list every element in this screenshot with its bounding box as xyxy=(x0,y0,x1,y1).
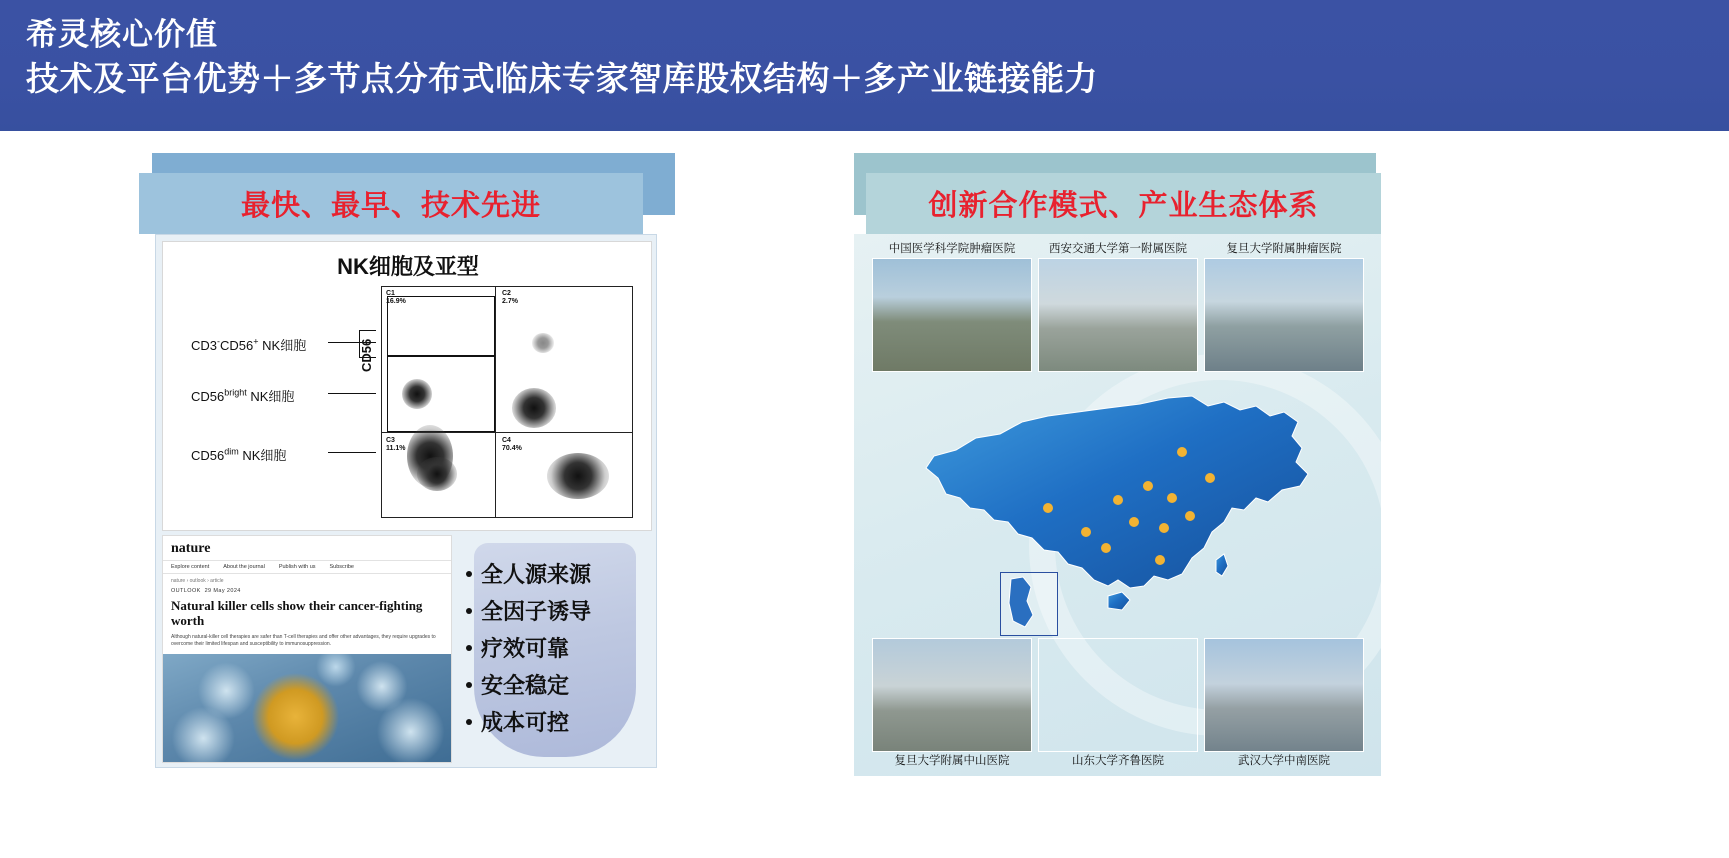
map-marker xyxy=(1177,447,1187,457)
quadrant-vertical-line xyxy=(495,287,496,517)
list-item xyxy=(462,703,652,740)
value-points-list xyxy=(462,555,652,740)
event-cloud xyxy=(547,453,609,499)
map-marker xyxy=(1185,511,1195,521)
bullet-dot-icon xyxy=(466,719,472,725)
figure-leader-line-2 xyxy=(328,393,376,394)
bullet-dot-icon xyxy=(466,608,472,614)
header-banner xyxy=(0,0,1729,131)
hospital-photo xyxy=(1204,638,1364,752)
nature-masthead: nature xyxy=(171,541,211,556)
value-point-label: 成本可控 xyxy=(481,710,570,735)
map-marker xyxy=(1167,493,1177,503)
bullet-dot-icon xyxy=(466,645,472,651)
map-marker xyxy=(1043,503,1053,513)
hospital-card xyxy=(1038,240,1198,374)
hospital-card xyxy=(1204,240,1364,374)
value-point-label: 全人源来源 xyxy=(481,562,592,587)
left-panel-title xyxy=(139,173,643,234)
quadrant-label-c4: C4 70.4% xyxy=(502,436,522,452)
figure-annotation-cd56-dim: $CD56^{dim}$ NK细胞 xyxy=(191,446,287,463)
hospital-photo xyxy=(872,638,1032,752)
quadrant-label-c2: C2 2.7% xyxy=(502,290,518,305)
map-marker xyxy=(1129,517,1139,527)
value-point-label: 疗效可靠 xyxy=(481,636,570,661)
right-panel-title-text: 创新合作模式、产业生态体系 xyxy=(928,190,1319,222)
quadrant-label-c1: C1 16.9% xyxy=(386,290,406,305)
figure-title: NK细胞及亚型 xyxy=(337,254,479,279)
map-marker xyxy=(1113,495,1123,505)
hospital-card xyxy=(872,638,1032,772)
event-cloud xyxy=(402,379,432,409)
south-china-sea-inset xyxy=(1000,572,1058,636)
list-item xyxy=(462,555,652,592)
hospital-name: 山东大学齐鲁医院 xyxy=(1072,755,1164,767)
taiwan-island-path xyxy=(1216,554,1228,576)
hospital-card xyxy=(1204,638,1364,772)
banner-title-line2: 技术及平台优势＋多节点分布式临床专家智库股权结构＋多产业链接能力 xyxy=(26,60,1098,97)
figure-y-axis-label: CD56 xyxy=(359,338,374,372)
hospital-card xyxy=(872,240,1032,374)
banner-title-line1: 希灵核心价值 xyxy=(26,17,218,52)
map-marker xyxy=(1159,523,1169,533)
map-marker xyxy=(1101,543,1111,553)
hospital-photo xyxy=(1038,638,1198,752)
nk-cell-photo xyxy=(163,654,451,762)
value-points-group xyxy=(456,535,652,763)
hospital-photo xyxy=(1038,258,1198,372)
flow-cytometry-figure xyxy=(162,241,652,531)
nature-nav-item[interactable]: Publish with us xyxy=(278,564,316,570)
left-panel-body xyxy=(155,234,657,768)
list-item xyxy=(462,629,652,666)
hospital-photo xyxy=(1204,258,1364,372)
nature-breadcrumb: nature › outlook › article xyxy=(171,578,224,584)
inset-landmass-path xyxy=(1009,577,1033,627)
quadrant-label-c3: C3 11.1% xyxy=(386,436,406,452)
event-cloud xyxy=(512,388,556,428)
nature-standfirst: Although natural-killer cell therapies are safer than T-cell therapies and offer other advantages, they require upgrades to overcome their limited lifespan and susceptibility to immunosuppression. xyxy=(171,634,436,647)
figure-annotation-cd3-cd56: CD3-CD56+ NK细胞 xyxy=(191,336,307,353)
map-marker xyxy=(1205,473,1215,483)
china-map xyxy=(872,382,1364,632)
map-marker xyxy=(1143,481,1153,491)
china-mainland-path xyxy=(926,396,1308,588)
china-map-svg xyxy=(872,382,1364,632)
nature-article-card[interactable] xyxy=(162,535,452,763)
hospital-name: 复旦大学附属肿瘤医院 xyxy=(1226,243,1342,255)
bullet-dot-icon xyxy=(466,571,472,577)
hospital-name: 武汉大学中南医院 xyxy=(1238,755,1330,767)
hospital-photo xyxy=(872,258,1032,372)
figure-annotation-cd56-bright: $CD56^{bright}$ NK细胞 xyxy=(191,387,295,404)
nature-kicker: OUTLOOK 29 May 2024 xyxy=(171,588,241,594)
event-cloud xyxy=(417,457,457,491)
map-marker xyxy=(1155,555,1165,565)
value-point-label: 全因子诱导 xyxy=(481,599,592,624)
right-panel-body xyxy=(854,234,1381,776)
figure-scatter-plot xyxy=(381,286,633,518)
hainan-island-path xyxy=(1108,592,1130,610)
nature-nav-item[interactable]: Explore content xyxy=(171,564,210,570)
nature-nav-item[interactable]: About the journal xyxy=(223,564,265,570)
bullet-dot-icon xyxy=(466,682,472,688)
hospital-name: 西安交通大学第一附属医院 xyxy=(1049,243,1187,255)
hospital-name: 中国医学科学院肿瘤医院 xyxy=(888,243,1016,255)
value-point-label: 安全稳定 xyxy=(481,673,570,698)
left-panel-title-text: 最快、最早、技术先进 xyxy=(240,190,541,222)
figure-leader-line-3 xyxy=(328,452,376,453)
nature-nav-item[interactable]: Subscribe xyxy=(329,564,354,570)
hospital-name: 复旦大学附属中山医院 xyxy=(894,755,1010,767)
hospital-card xyxy=(1038,638,1198,772)
nature-nav[interactable] xyxy=(163,560,451,574)
map-marker xyxy=(1081,527,1091,537)
nature-headline: Natural killer cells show their cancer-fighting worth xyxy=(171,598,423,628)
right-panel-title xyxy=(866,173,1381,234)
event-cloud xyxy=(532,333,554,353)
list-item xyxy=(462,592,652,629)
list-item xyxy=(462,666,652,703)
